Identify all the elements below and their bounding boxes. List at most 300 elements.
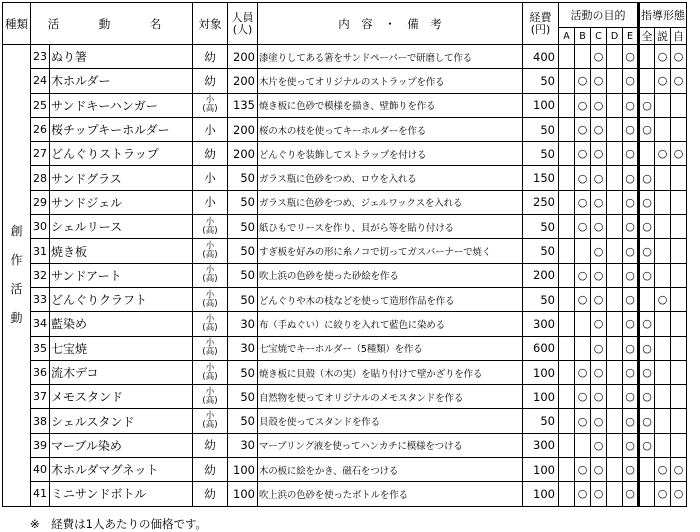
multiline-text: 経費 (円) xyxy=(529,10,552,36)
row-number: 37 xyxy=(31,385,50,409)
cost-value: 400 xyxy=(523,45,559,69)
row-number: 38 xyxy=(31,409,50,433)
guidance-mark-1 xyxy=(655,409,671,433)
people-count: 200 xyxy=(228,69,258,93)
activity-name: サンドアート xyxy=(50,263,193,287)
purpose-mark-e: ○ xyxy=(623,409,639,433)
activity-name: ぬり箸 xyxy=(50,45,193,69)
purpose-mark-e: ○ xyxy=(623,190,639,214)
activity-name: マーブル染め xyxy=(50,433,193,457)
header-guidance-1: 説 xyxy=(655,28,671,45)
table-row xyxy=(3,482,687,506)
target-cell xyxy=(193,458,228,482)
purpose-mark-d xyxy=(607,263,623,287)
table-row xyxy=(3,312,687,336)
purpose-mark-c: ○ xyxy=(591,93,607,117)
cost-value: 50 xyxy=(523,409,559,433)
people-count: 30 xyxy=(228,433,258,457)
guidance-mark-0 xyxy=(639,69,655,93)
row-number: 36 xyxy=(31,360,50,384)
table-row xyxy=(3,142,687,166)
target-cell xyxy=(193,215,228,239)
purpose-mark-c: ○ xyxy=(591,263,607,287)
header-target: 対象 xyxy=(193,3,228,45)
guidance-mark-1 xyxy=(655,385,671,409)
row-number: 32 xyxy=(31,263,50,287)
purpose-mark-b: ○ xyxy=(575,409,591,433)
purpose-mark-c: ○ xyxy=(591,482,607,506)
activity-name: どんぐりストラップ xyxy=(50,142,193,166)
purpose-mark-b: ○ xyxy=(575,69,591,93)
guidance-mark-2 xyxy=(671,263,687,287)
activity-name: 藍染め xyxy=(50,312,193,336)
content-note: 木片を使ってオリジナルのストラップを作る xyxy=(258,69,523,93)
guidance-mark-2 xyxy=(671,336,687,360)
target-label: 小 xyxy=(204,195,216,210)
guidance-mark-0 xyxy=(639,45,655,69)
activity-name: 流木デコ xyxy=(50,360,193,384)
purpose-mark-d xyxy=(607,69,623,93)
header-purpose: 活動の目的 xyxy=(559,3,639,28)
people-count: 50 xyxy=(228,239,258,263)
activity-name: ミニサンドボトル xyxy=(50,482,193,506)
row-number: 28 xyxy=(31,166,50,190)
purpose-mark-c: ○ xyxy=(591,433,607,457)
purpose-mark-a xyxy=(559,263,575,287)
activity-name: サンドキーハンガー xyxy=(50,93,193,117)
cost-value: 600 xyxy=(523,336,559,360)
guidance-mark-2 xyxy=(671,117,687,141)
table-row xyxy=(3,385,687,409)
purpose-mark-a xyxy=(559,215,575,239)
content-note: 桜の木の枝を使ってキーホルダーを作る xyxy=(258,117,523,141)
guidance-mark-0: ○ xyxy=(639,117,655,141)
category-char: 創 xyxy=(10,224,23,239)
guidance-mark-0 xyxy=(639,482,655,506)
header-category: 種類 xyxy=(3,3,31,45)
row-number: 40 xyxy=(31,458,50,482)
purpose-mark-d xyxy=(607,385,623,409)
activity-name: 焼き板 xyxy=(50,239,193,263)
table-row xyxy=(3,287,687,311)
purpose-mark-b xyxy=(575,312,591,336)
purpose-mark-e: ○ xyxy=(623,166,639,190)
target-cell xyxy=(193,239,228,263)
purpose-mark-b: ○ xyxy=(575,482,591,506)
cost-value: 100 xyxy=(523,458,559,482)
header-activity-name: 活 動 名 xyxy=(31,3,193,45)
purpose-mark-e: ○ xyxy=(623,385,639,409)
guidance-mark-2: ○ xyxy=(671,458,687,482)
people-count: 50 xyxy=(228,360,258,384)
target-cell xyxy=(193,360,228,384)
header-purpose-e: E xyxy=(623,28,639,45)
category-char: 作 xyxy=(10,253,23,268)
purpose-mark-a xyxy=(559,117,575,141)
people-count: 50 xyxy=(228,190,258,214)
content-note: どんぐりや木の枝などを使って造形作品を作る xyxy=(258,287,523,311)
header-content: 内 容 ・ 備 考 xyxy=(258,3,523,45)
purpose-mark-b xyxy=(575,336,591,360)
table-row xyxy=(3,190,687,214)
table-row xyxy=(3,93,687,117)
purpose-mark-d xyxy=(607,433,623,457)
cost-value: 50 xyxy=(523,69,559,93)
people-count: 30 xyxy=(228,336,258,360)
category-char: 動 xyxy=(10,311,23,326)
purpose-mark-e: ○ xyxy=(623,287,639,311)
target-cell xyxy=(193,69,228,93)
target-cell xyxy=(193,312,228,336)
target-cell xyxy=(193,433,228,457)
purpose-mark-e: ○ xyxy=(623,69,639,93)
header-people xyxy=(228,3,258,45)
purpose-mark-b: ○ xyxy=(575,117,591,141)
target-label: 小 (高) xyxy=(202,95,218,115)
people-count: 135 xyxy=(228,93,258,117)
guidance-mark-1 xyxy=(655,93,671,117)
guidance-mark-1 xyxy=(655,336,671,360)
purpose-mark-d xyxy=(607,166,623,190)
content-note: 木の板に絵をかき、磁石をつける xyxy=(258,458,523,482)
target-cell xyxy=(193,263,228,287)
guidance-mark-1: ○ xyxy=(655,458,671,482)
target-cell xyxy=(193,409,228,433)
row-number: 35 xyxy=(31,336,50,360)
row-number: 39 xyxy=(31,433,50,457)
guidance-mark-2: ○ xyxy=(671,45,687,69)
purpose-mark-a xyxy=(559,458,575,482)
table-row xyxy=(3,263,687,287)
purpose-mark-b xyxy=(575,239,591,263)
header-purpose-d: D xyxy=(607,28,623,45)
purpose-mark-b: ○ xyxy=(575,190,591,214)
guidance-mark-2 xyxy=(671,239,687,263)
guidance-mark-0: ○ xyxy=(639,433,655,457)
guidance-mark-0: ○ xyxy=(639,239,655,263)
guidance-mark-2 xyxy=(671,287,687,311)
purpose-mark-d xyxy=(607,215,623,239)
content-note: 漆塗りしてある箸をサンドペーパーで研磨して作る xyxy=(258,45,523,69)
target-cell xyxy=(193,93,228,117)
purpose-mark-b: ○ xyxy=(575,142,591,166)
cost-value: 50 xyxy=(523,117,559,141)
target-label: 小 (高) xyxy=(202,362,218,382)
target-cell xyxy=(193,117,228,141)
purpose-mark-b: ○ xyxy=(575,263,591,287)
target-label: 小 (高) xyxy=(202,265,218,285)
people-count: 50 xyxy=(228,166,258,190)
guidance-mark-1 xyxy=(655,117,671,141)
guidance-mark-2 xyxy=(671,215,687,239)
cost-value: 300 xyxy=(523,312,559,336)
purpose-mark-d xyxy=(607,409,623,433)
table-row xyxy=(3,360,687,384)
content-note: 布（手ぬぐい）に絞りを入れて藍色に染める xyxy=(258,312,523,336)
cost-value: 50 xyxy=(523,239,559,263)
header-cost xyxy=(523,3,559,45)
purpose-mark-a xyxy=(559,360,575,384)
guidance-mark-0 xyxy=(639,458,655,482)
cost-value: 100 xyxy=(523,385,559,409)
purpose-mark-c: ○ xyxy=(591,190,607,214)
target-cell xyxy=(193,482,228,506)
content-note: 七宝焼でキーホルダー（5種類）を作る xyxy=(258,336,523,360)
people-count: 50 xyxy=(228,385,258,409)
target-cell xyxy=(193,190,228,214)
table-row xyxy=(3,239,687,263)
multiline-text: 人員 (人) xyxy=(231,10,254,36)
content-note: 吹上浜の色砂を使った砂絵を作る xyxy=(258,263,523,287)
purpose-mark-e: ○ xyxy=(623,93,639,117)
purpose-mark-e: ○ xyxy=(623,458,639,482)
target-cell xyxy=(193,45,228,69)
content-note: ガラス瓶に色砂をつめ、ロウを入れる xyxy=(258,166,523,190)
guidance-mark-1 xyxy=(655,312,671,336)
cost-value: 150 xyxy=(523,166,559,190)
header-purpose-c: C xyxy=(591,28,607,45)
purpose-mark-e: ○ xyxy=(623,360,639,384)
guidance-mark-2 xyxy=(671,93,687,117)
purpose-mark-c: ○ xyxy=(591,142,607,166)
activity-name: メモスタンド xyxy=(50,385,193,409)
guidance-mark-0: ○ xyxy=(639,215,655,239)
people-count: 200 xyxy=(228,142,258,166)
purpose-mark-e: ○ xyxy=(623,433,639,457)
purpose-mark-d xyxy=(607,239,623,263)
cost-value: 50 xyxy=(523,215,559,239)
cost-value: 250 xyxy=(523,190,559,214)
purpose-mark-a xyxy=(559,385,575,409)
purpose-mark-a xyxy=(559,336,575,360)
purpose-mark-c: ○ xyxy=(591,166,607,190)
target-cell xyxy=(193,336,228,360)
target-label: 小 xyxy=(204,122,216,137)
guidance-mark-0: ○ xyxy=(639,385,655,409)
purpose-mark-a xyxy=(559,239,575,263)
target-cell xyxy=(193,385,228,409)
guidance-mark-1 xyxy=(655,360,671,384)
purpose-mark-c: ○ xyxy=(591,117,607,141)
purpose-mark-a xyxy=(559,433,575,457)
target-label: 小 (高) xyxy=(202,411,218,431)
row-number: 29 xyxy=(31,190,50,214)
table-row xyxy=(3,433,687,457)
purpose-mark-d xyxy=(607,458,623,482)
purpose-mark-e: ○ xyxy=(623,263,639,287)
purpose-mark-b xyxy=(575,45,591,69)
purpose-mark-e: ○ xyxy=(623,312,639,336)
row-number: 41 xyxy=(31,482,50,506)
people-count: 50 xyxy=(228,409,258,433)
row-number: 30 xyxy=(31,215,50,239)
purpose-mark-a xyxy=(559,93,575,117)
guidance-mark-2 xyxy=(671,385,687,409)
target-label: 幼 xyxy=(204,146,216,161)
purpose-mark-c: ○ xyxy=(591,458,607,482)
purpose-mark-a xyxy=(559,482,575,506)
target-label: 幼 xyxy=(204,462,216,477)
guidance-mark-2: ○ xyxy=(671,69,687,93)
category-cell xyxy=(3,45,31,507)
guidance-mark-1: ○ xyxy=(655,142,671,166)
purpose-mark-d xyxy=(607,360,623,384)
activity-name: 七宝焼 xyxy=(50,336,193,360)
target-label: 幼 xyxy=(204,73,216,88)
purpose-mark-e: ○ xyxy=(623,239,639,263)
guidance-mark-0: ○ xyxy=(639,166,655,190)
purpose-mark-b: ○ xyxy=(575,458,591,482)
guidance-mark-2 xyxy=(671,312,687,336)
guidance-mark-1 xyxy=(655,190,671,214)
content-note: マーブリング液を使ってハンカチに模様をつける xyxy=(258,433,523,457)
table-row xyxy=(3,166,687,190)
activity-table xyxy=(2,2,687,507)
guidance-mark-0: ○ xyxy=(639,93,655,117)
guidance-mark-2: ○ xyxy=(671,142,687,166)
guidance-mark-1: ○ xyxy=(655,45,671,69)
people-count: 30 xyxy=(228,312,258,336)
purpose-mark-d xyxy=(607,287,623,311)
activity-name: 木ホルダー xyxy=(50,69,193,93)
target-label: 幼 xyxy=(204,486,216,501)
target-cell xyxy=(193,142,228,166)
content-note: ガラス瓶に色砂をつめ、ジェルワックスを入れる xyxy=(258,190,523,214)
guidance-mark-1 xyxy=(655,433,671,457)
content-note: どんぐりを装飾してストラップを付ける xyxy=(258,142,523,166)
activity-name: どんぐりクラフト xyxy=(50,287,193,311)
header-guidance-2: 自 xyxy=(671,28,687,45)
target-label: 小 (高) xyxy=(202,289,218,309)
purpose-mark-d xyxy=(607,190,623,214)
purpose-mark-a xyxy=(559,69,575,93)
purpose-mark-c: ○ xyxy=(591,312,607,336)
purpose-mark-d xyxy=(607,482,623,506)
purpose-mark-d xyxy=(607,45,623,69)
purpose-mark-e: ○ xyxy=(623,336,639,360)
purpose-mark-c: ○ xyxy=(591,215,607,239)
target-label: 小 (高) xyxy=(202,216,218,236)
guidance-mark-2 xyxy=(671,190,687,214)
purpose-mark-a xyxy=(559,142,575,166)
category-char: 活 xyxy=(10,282,23,297)
row-number: 25 xyxy=(31,93,50,117)
people-count: 200 xyxy=(228,117,258,141)
people-count: 50 xyxy=(228,215,258,239)
purpose-mark-c: ○ xyxy=(591,45,607,69)
purpose-mark-e: ○ xyxy=(623,142,639,166)
cost-value: 300 xyxy=(523,433,559,457)
table-row xyxy=(3,458,687,482)
guidance-mark-1: ○ xyxy=(655,482,671,506)
purpose-mark-e: ○ xyxy=(623,117,639,141)
purpose-mark-b: ○ xyxy=(575,385,591,409)
target-label: 小 (高) xyxy=(202,313,218,333)
guidance-mark-0: ○ xyxy=(639,360,655,384)
table-row xyxy=(3,215,687,239)
row-number: 33 xyxy=(31,287,50,311)
people-count: 50 xyxy=(228,263,258,287)
guidance-mark-0: ○ xyxy=(639,190,655,214)
activity-name: サンドグラス xyxy=(50,166,193,190)
guidance-mark-0 xyxy=(639,287,655,311)
target-label: 小 xyxy=(204,171,216,186)
purpose-mark-e: ○ xyxy=(623,45,639,69)
purpose-mark-b: ○ xyxy=(575,93,591,117)
purpose-mark-c: ○ xyxy=(591,287,607,311)
guidance-mark-1 xyxy=(655,263,671,287)
people-count: 200 xyxy=(228,45,258,69)
guidance-mark-2 xyxy=(671,409,687,433)
activity-name: 木ホルダマグネット xyxy=(50,458,193,482)
cost-value: 50 xyxy=(523,142,559,166)
target-cell xyxy=(193,166,228,190)
guidance-mark-2 xyxy=(671,166,687,190)
purpose-mark-a xyxy=(559,409,575,433)
table-row xyxy=(3,336,687,360)
row-number: 24 xyxy=(31,69,50,93)
purpose-mark-d xyxy=(607,142,623,166)
purpose-mark-b: ○ xyxy=(575,215,591,239)
guidance-mark-2: ○ xyxy=(671,482,687,506)
guidance-mark-0: ○ xyxy=(639,263,655,287)
table-row xyxy=(3,69,687,93)
content-note: 焼き板に貝殻（木の実）を貼り付けて壁かざりを作る xyxy=(258,360,523,384)
purpose-mark-c: ○ xyxy=(591,336,607,360)
content-note: 自然物を使ってオリジナルのメモスタンドを作る xyxy=(258,385,523,409)
activity-name: シェルスタンド xyxy=(50,409,193,433)
purpose-mark-a xyxy=(559,166,575,190)
guidance-mark-0: ○ xyxy=(639,336,655,360)
purpose-mark-d xyxy=(607,336,623,360)
purpose-mark-b: ○ xyxy=(575,287,591,311)
header-guidance: 指導形態 xyxy=(639,3,687,28)
cost-value: 200 xyxy=(523,263,559,287)
people-count: 100 xyxy=(228,482,258,506)
target-label: 小 (高) xyxy=(202,338,218,358)
guidance-mark-1 xyxy=(655,215,671,239)
target-cell xyxy=(193,287,228,311)
content-note: 吹上浜の色砂を使ったボトルを作る xyxy=(258,482,523,506)
table-row xyxy=(3,409,687,433)
footnote: ※ 経費は1人あたりの価格です。 xyxy=(30,517,208,531)
guidance-mark-1: ○ xyxy=(655,287,671,311)
purpose-mark-c: ○ xyxy=(591,69,607,93)
content-note: 焼き板に色砂で模様を描き、壁飾りを作る xyxy=(258,93,523,117)
purpose-mark-b: ○ xyxy=(575,166,591,190)
guidance-mark-2 xyxy=(671,360,687,384)
target-label: 幼 xyxy=(204,49,216,64)
purpose-mark-b xyxy=(575,433,591,457)
people-count: 50 xyxy=(228,287,258,311)
row-number: 27 xyxy=(31,142,50,166)
target-label: 小 (高) xyxy=(202,386,218,406)
content-note: 紙ひもでリースを作り、貝がら等を貼り付ける xyxy=(258,215,523,239)
header-guidance-0: 全 xyxy=(639,28,655,45)
target-label: 幼 xyxy=(204,438,216,453)
cost-value: 100 xyxy=(523,360,559,384)
cost-value: 100 xyxy=(523,93,559,117)
purpose-mark-e: ○ xyxy=(623,215,639,239)
purpose-mark-c: ○ xyxy=(591,409,607,433)
content-note: すぎ板を好みの形に糸ノコで切ってガスバーナーで焼く xyxy=(258,239,523,263)
purpose-mark-c: ○ xyxy=(591,239,607,263)
target-label: 小 (高) xyxy=(202,241,218,261)
purpose-mark-a xyxy=(559,312,575,336)
purpose-mark-b: ○ xyxy=(575,360,591,384)
row-number: 23 xyxy=(31,45,50,69)
activity-name: 桜チップキーホルダー xyxy=(50,117,193,141)
